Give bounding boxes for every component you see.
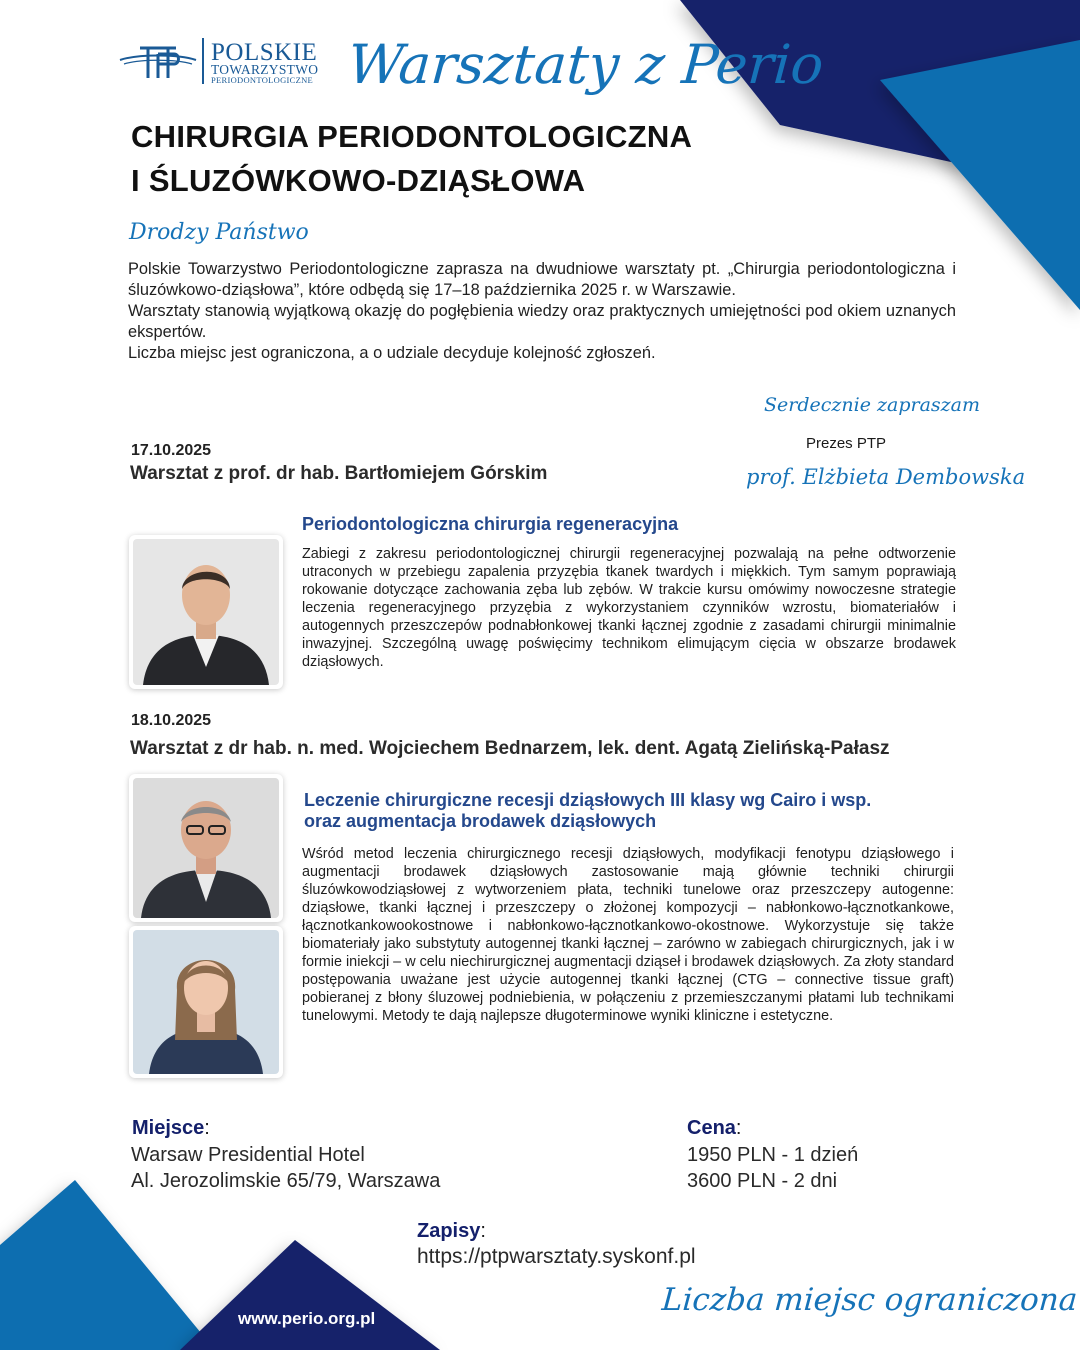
day1-description-text: Zabiegi z zakresu periodontologicznej chirurgii regeneracyjnej pozwalają na pełne odtworzenie utraconych w przebiegu zapalenia przyzębia tkanek twardych i miękkich. Tym samym poprawiają rokowanie dotyczące zachowania zęba lub zębów. W trakcie kursu omówimy nowoczesne strategie leczenia regeneracyjnego przyzębia z wykorzystaniem czynników wzrostu, biomateriałów i autogennych przeszczepów podnabłonkowej tkanki łącznej zgodnie z zasadami chirurgii minimalnie inwazyjnej. Szczególną uwagę poświęcimy technikom elimującym cięcia w obszarze brodawek dziąsłowych. <box>302 546 956 670</box>
website-link[interactable]: www.perio.org.pl <box>238 1309 376 1328</box>
logo-line-3: PERIODONTOLOGICZNE <box>211 75 314 85</box>
greeting: Drodzy Państwo <box>129 220 309 245</box>
day2-session-title-line-1: Leczenie chirurgiczne recesji dziąsłowych III klasy wg Cairo i wsp. <box>304 790 872 810</box>
intro-paragraph-1: Polskie Towarzystwo Periodontologiczne zaprasza na dwudniowe warsztaty pt. „Chirurgia periodontologiczna i śluzówkowo-dziąsłowa”, które odbędą się 17–18 października 2025 r. w Warszawie. <box>128 260 956 299</box>
registration-label: Zapisy: <box>417 1220 486 1242</box>
page-title-line-1: CHIRURGIA PERIODONTOLOGICZNA <box>131 119 693 154</box>
day2-description <box>302 845 954 1025</box>
speaker-photo-gorski <box>129 535 283 689</box>
day2-workshop-title: Warsztat z dr hab. n. med. Wojciechem Bednarzem, lek. dent. Agatą Zielińską-Pałasz <box>130 738 890 759</box>
logo <box>118 34 318 90</box>
venue-line-2: Al. Jerozolimskie 65/79, Warszawa <box>131 1170 441 1192</box>
page-title-line-2: I ŚLUZÓWKOWO-DZIĄSŁOWA <box>131 163 586 198</box>
speaker-portrait-icon <box>133 930 279 1074</box>
registration-link[interactable]: https://ptpwarsztaty.syskonf.pl <box>417 1245 696 1268</box>
venue-label-text: Miejsce <box>132 1117 205 1139</box>
day2-session-title <box>304 790 871 832</box>
day1-session-title: Periodontologiczna chirurgia regeneracyjna <box>302 514 679 534</box>
speaker-photo-zielinska <box>129 926 283 1078</box>
price-label-text: Cena <box>687 1117 736 1139</box>
corner-triangle-navy-bottom <box>180 1240 440 1350</box>
signature-invite: Serdecznie zapraszam <box>764 394 981 416</box>
price-line-1: 1950 PLN - 1 dzień <box>687 1144 859 1166</box>
day1-workshop-title: Warsztat z prof. dr hab. Bartłomiejem Górskim <box>130 463 548 484</box>
day2-date: 18.10.2025 <box>131 712 212 729</box>
corner-triangle-blue-bottom <box>0 1180 215 1350</box>
venue-label: Miejsce: <box>132 1117 210 1139</box>
registration-label-text: Zapisy <box>417 1220 481 1242</box>
logo-line-2: TOWARZYSTWO <box>211 62 319 77</box>
ptp-logo-icon <box>118 34 198 90</box>
speaker-portrait-icon <box>133 778 279 918</box>
signature-role: Prezes PTP <box>806 435 887 452</box>
logo-line-1: POLSKIE <box>211 39 318 66</box>
day2-session-title-line-2: oraz augmentacja brodawek dziąsłowych <box>304 811 657 831</box>
signature-name: prof. Elżbieta Dembowska <box>746 465 1026 489</box>
page-title <box>131 118 692 200</box>
script-title: Warsztaty z Perio <box>345 33 826 96</box>
price-label: Cena: <box>687 1117 742 1139</box>
venue-line-1: Warsaw Presidential Hotel <box>131 1144 365 1166</box>
price-list <box>687 1142 858 1194</box>
day1-description <box>302 545 956 671</box>
intro-paragraph-2: Warsztaty stanowią wyjątkową okazję do pogłębienia wiedzy oraz praktycznych umiejętności pod okiem uznanych ekspertów. <box>128 302 956 341</box>
speaker-photo-bednarz <box>129 774 283 922</box>
intro-text <box>128 259 956 364</box>
speaker-portrait-icon <box>133 539 279 685</box>
price-line-2: 3600 PLN - 2 dni <box>687 1170 838 1192</box>
venue-address <box>131 1142 440 1194</box>
intro-paragraph-3: Liczba miejsc jest ograniczona, a o udziale decyduje kolejność zgłoszeń. <box>128 344 656 362</box>
limited-places-note: Liczba miejsc ograniczona <box>660 1282 1079 1318</box>
day1-date: 17.10.2025 <box>131 442 212 459</box>
day2-description-text: Wśród metod leczenia chirurgicznego recesji dziąsłowych, modyfikacji fenotypu dziąsłowego i augmentacji brodawek dziąsłowych zastosowanie mają głównie techniki chirurgii śluzówkowodziąsłowej z wytworzeniem płata, techniki tunelowe oraz przeszczepy autogenne: dziąsłowe, tkanki łącznej i przeszczepy o złożonej kompozycji – nabłonkowo-łącznotkankowe, łącznotkankowookostnowe i nabłonkowo-łącznotkankowo-okostnowe. Wykorzystuje się także biomateriały jako substytuty autogennej tkanki łącznej – zarówno w zabiegach chirurgicznych, jak i w formie iniekcji – w celu niechirurgicznej augmentacji dziąseł i brodawek dziąsłowych. Za złoty standard postępowania uważane jest użycie autogennej tkanki łącznej (CTG – connective tissue graft) pobieranej z błony śluzowej podniebienia, w połączeniu z przemieszczanymi płatami lub technikami tunelowymi. Metody te dają najlepsze długoterminowe wyniki kliniczne i estetyczne. <box>302 846 954 1024</box>
